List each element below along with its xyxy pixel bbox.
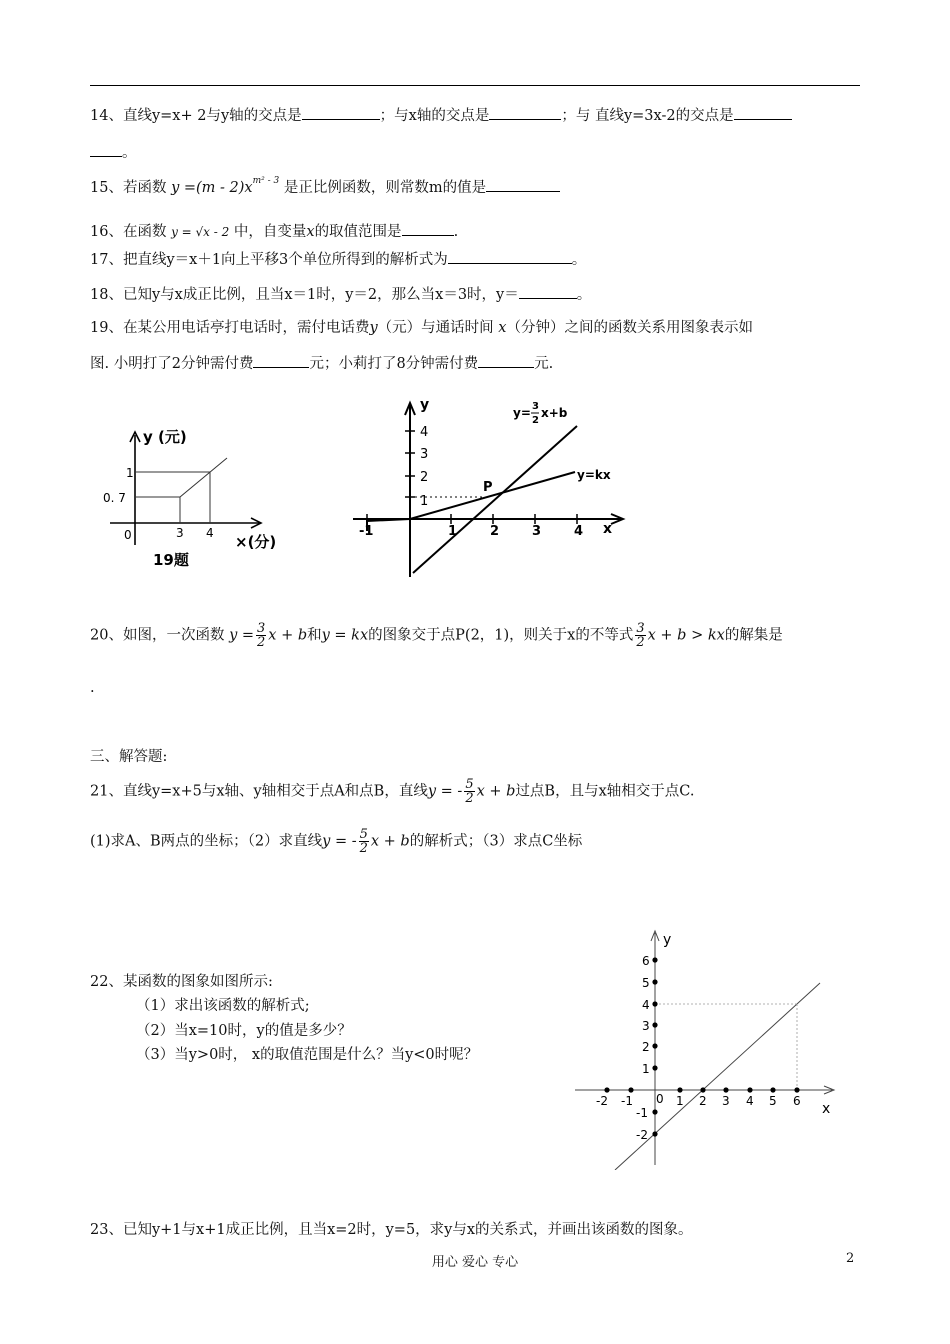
tick-x: 1: [676, 1094, 684, 1108]
graph-22: [570, 925, 845, 1170]
tick-x: 5: [769, 1094, 777, 1108]
question-23: 23、已知y+1与x+1成正比例，且当x=2时，y=5，求y与x的关系式，并画出该函数的图象。: [90, 1222, 693, 1238]
line1-slope-num: 3: [532, 401, 539, 412]
tick-y: -2: [636, 1128, 648, 1142]
tick-y-1: 1: [126, 466, 134, 480]
page-footer: 用心 爱心 专心: [431, 1255, 519, 1270]
tick-y: 2: [642, 1040, 650, 1054]
section-title: 三、解答题:: [90, 749, 168, 765]
tick-x: 4: [746, 1094, 754, 1108]
tick-y: 3: [642, 1019, 650, 1033]
question-18: 18、已知y与x成正比例，且当x＝1时，y＝2，那么当x＝3时，y＝ 。: [90, 283, 591, 304]
answer-blank[interactable]: [519, 284, 577, 299]
line1-slope-den: 2: [532, 415, 539, 426]
x-axis-label: x: [822, 1101, 831, 1117]
y-axis-label: y: [420, 397, 430, 413]
tick-x: 6: [793, 1094, 801, 1108]
x-axis-label: x: [603, 521, 613, 537]
fraction: $\frac{3}{2}$: [636, 621, 645, 650]
question-14-cont: 。: [90, 141, 137, 162]
question-17: 17、把直线y＝x＋1向上平移3个单位所得到的解析式为 。: [90, 248, 586, 269]
tick-x: 2: [699, 1094, 707, 1108]
tick-y: 4: [420, 425, 429, 440]
tick-x: 0: [656, 1092, 664, 1106]
tick-y: 5: [642, 976, 650, 990]
tick-y: 1: [420, 494, 429, 509]
question-21-parts: (1)求A、B两点的坐标；（2）求直线y = - $\frac{5}{2}$ x + b的解析式；（3）求点C坐标: [90, 827, 583, 856]
fraction: $\frac{5}{2}$: [359, 827, 368, 856]
line2-label: y=kx: [577, 468, 611, 482]
tick-x: -2: [596, 1094, 608, 1108]
answer-blank[interactable]: [90, 142, 122, 157]
top-rule: [90, 85, 860, 86]
line1-label: y=: [513, 406, 531, 420]
answer-blank[interactable]: [489, 105, 561, 120]
question-21: 21、直线y=x+5与x轴、y轴相交于点A和点B，直线y = - $\frac{5}{2}$ x + b过点B，且与x轴相交于点C.: [90, 777, 695, 806]
tick-x: -1: [359, 524, 374, 539]
question-20: 20、如图，一次函数 y = $\frac{3}{2}$ x + b和y = kx的图象交于点P(2，1)，则关于x的不等式 $\frac{3}{2}$ x + b > kx的解集是: [90, 621, 783, 650]
tick-y-0-7: 0. 7: [103, 491, 126, 505]
tick-y: 4: [642, 998, 650, 1012]
question-22-part-3: （3）当y>0时， x的取值范围是什么？当y<0时呢？: [136, 1047, 479, 1063]
question-16: 16、在函数 y = √x - 2 中，自变量x的取值范围是 .: [90, 220, 458, 241]
answer-blank[interactable]: [486, 177, 560, 192]
tick-x: -1: [621, 1094, 633, 1108]
y-axis-label: y: [663, 932, 672, 948]
answer-blank[interactable]: [302, 105, 380, 120]
answer-blank[interactable]: [734, 105, 792, 120]
tick-y: 6: [642, 954, 650, 968]
question-22-part-2: （2）当x=10时，y的值是多少？: [136, 1023, 352, 1039]
question-19: 19、在某公用电话亭打电话时，需付电话费y（元）与通话时间 x（分钟）之间的函数关系用图象表示如: [90, 320, 753, 336]
fraction: $\frac{3}{2}$: [257, 621, 266, 650]
tick-x-0: 0: [124, 528, 132, 542]
tick-x: 1: [448, 524, 458, 539]
fraction: $\frac{5}{2}$: [465, 777, 474, 806]
question-22-part-1: （1）求出该函数的解析式;: [136, 998, 310, 1014]
graph-19-phone-cost: [95, 420, 295, 580]
question-19-cont: 图. 小明打了2分钟需付费 元；小莉打了8分钟需付费 元.: [90, 352, 553, 373]
question-14: 14、直线y=x+ 2与y轴的交点是 ；与x轴的交点是 ；与 直线y=3x-2的交点是: [90, 104, 792, 125]
answer-blank[interactable]: [478, 353, 534, 368]
page-number: 2: [846, 1251, 855, 1266]
answer-blank[interactable]: [402, 221, 454, 236]
tick-x-3: 3: [176, 526, 184, 540]
question-15: 15、若函数 $y =(m - 2)x^{m^2 - 3}$ 是正比例函数，则常数m的值是: [90, 176, 560, 197]
tick-y: -1: [636, 1106, 648, 1120]
y-axis-label: y (元): [143, 428, 187, 446]
tick-x-4: 4: [206, 526, 214, 540]
tick-x: 2: [490, 524, 500, 539]
graph-20-intersecting-lines: [345, 395, 635, 585]
point-p-label: P: [483, 480, 493, 495]
tick-y: 1: [642, 1062, 650, 1076]
answer-blank[interactable]: [253, 353, 309, 368]
tick-x: 4: [574, 524, 584, 539]
tick-y: 3: [420, 447, 429, 462]
x-axis-label: ×(分): [235, 533, 277, 551]
answer-blank[interactable]: [448, 249, 572, 264]
tick-x: 3: [722, 1094, 730, 1108]
tick-y: 2: [420, 470, 429, 485]
graph-caption: 19题: [153, 551, 189, 569]
question-22: 22、某函数的图象如图所示:: [90, 974, 273, 990]
line1-tail: x+b: [541, 406, 568, 420]
tick-x: 3: [532, 524, 542, 539]
question-20-end: .: [90, 680, 95, 696]
